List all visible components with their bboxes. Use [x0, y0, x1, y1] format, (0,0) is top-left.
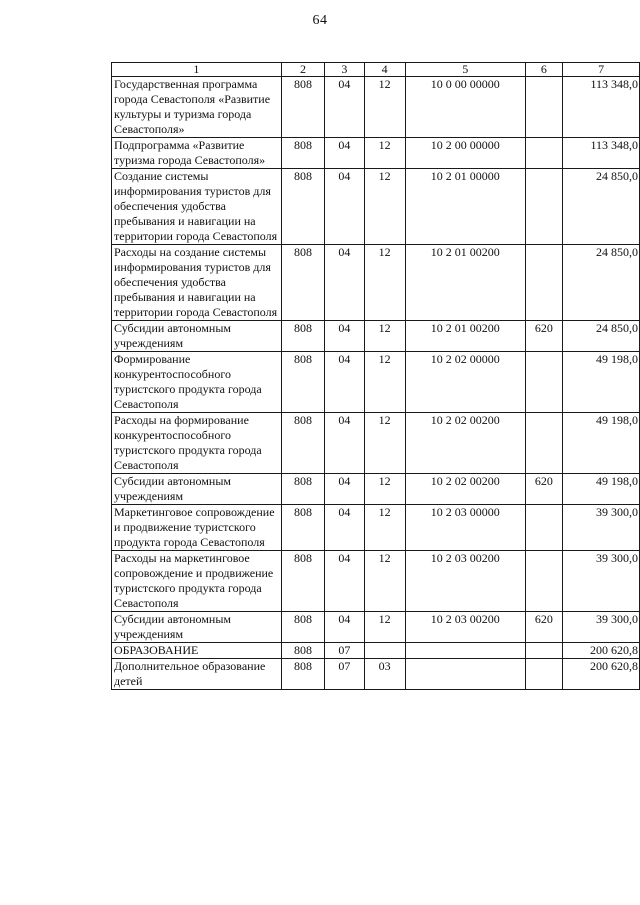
row-section-cell: 04	[325, 413, 364, 474]
row-name-cell: Субсидии автономным учреждениям	[112, 612, 282, 643]
row-grbs-cell: 808	[281, 245, 324, 321]
row-target-article-cell: 10 2 03 00200	[405, 612, 525, 643]
row-target-article-cell: 10 0 00 00000	[405, 77, 525, 138]
row-target-article-cell	[405, 643, 525, 659]
row-section-cell: 07	[325, 643, 364, 659]
table-row	[112, 643, 640, 659]
row-target-article-cell: 10 2 00 00000	[405, 138, 525, 169]
row-subsection-cell	[364, 643, 405, 659]
row-target-article-cell: 10 2 03 00000	[405, 505, 525, 551]
row-section-cell: 04	[325, 321, 364, 352]
table-row	[112, 413, 640, 474]
row-expense-type-cell	[525, 413, 563, 474]
table-header-row	[112, 63, 640, 77]
row-name-cell: Подпрограмма «Развитие туризма города Севастополя»	[112, 138, 282, 169]
row-grbs-cell: 808	[281, 474, 324, 505]
table-row	[112, 551, 640, 612]
row-expense-type-cell	[525, 169, 563, 245]
column-number-2: 2	[281, 63, 324, 77]
row-name-cell: Формирование конкурентоспособного туристского продукта города Севастополя	[112, 352, 282, 413]
row-subsection-cell: 12	[364, 169, 405, 245]
row-target-article-cell: 10 2 01 00000	[405, 169, 525, 245]
row-target-article-cell: 10 2 03 00200	[405, 551, 525, 612]
row-target-article-cell: 10 2 02 00000	[405, 352, 525, 413]
row-subsection-cell: 12	[364, 551, 405, 612]
row-subsection-cell: 12	[364, 77, 405, 138]
table-row	[112, 612, 640, 643]
row-expense-type-cell	[525, 659, 563, 690]
column-number-7: 7	[563, 63, 640, 77]
column-number-5: 5	[405, 63, 525, 77]
row-amount-cell: 113 348,0	[563, 77, 640, 138]
row-expense-type-cell	[525, 643, 563, 659]
row-section-cell: 04	[325, 245, 364, 321]
row-grbs-cell: 808	[281, 138, 324, 169]
row-section-cell: 04	[325, 352, 364, 413]
row-amount-cell: 24 850,0	[563, 321, 640, 352]
row-name-cell: Создание системы информирования туристов для обеспечения удобства пребывания и навигации на территории города Севастополя	[112, 169, 282, 245]
row-grbs-cell: 808	[281, 643, 324, 659]
row-grbs-cell: 808	[281, 352, 324, 413]
row-target-article-cell: 10 2 02 00200	[405, 474, 525, 505]
row-target-article-cell: 10 2 02 00200	[405, 413, 525, 474]
column-number-6: 6	[525, 63, 563, 77]
row-grbs-cell: 808	[281, 413, 324, 474]
row-section-cell: 04	[325, 474, 364, 505]
row-name-cell: Расходы на создание системы информирования туристов для обеспечения удобства пребывания и навигации на территории города Севастополя	[112, 245, 282, 321]
row-expense-type-cell: 620	[525, 321, 563, 352]
row-subsection-cell: 12	[364, 245, 405, 321]
row-amount-cell: 24 850,0	[563, 245, 640, 321]
row-subsection-cell: 12	[364, 321, 405, 352]
row-name-cell: Маркетинговое сопровождение и продвижение туристского продукта города Севастополя	[112, 505, 282, 551]
column-number-3: 3	[325, 63, 364, 77]
row-amount-cell: 24 850,0	[563, 169, 640, 245]
row-expense-type-cell: 620	[525, 612, 563, 643]
row-section-cell: 04	[325, 138, 364, 169]
row-section-cell: 07	[325, 659, 364, 690]
row-name-cell: Государственная программа города Севастополя «Развитие культуры и туризма города Севастополя»	[112, 77, 282, 138]
table-row	[112, 321, 640, 352]
row-section-cell: 04	[325, 551, 364, 612]
row-target-article-cell: 10 2 01 00200	[405, 245, 525, 321]
row-amount-cell: 113 348,0	[563, 138, 640, 169]
row-amount-cell: 200 620,8	[563, 659, 640, 690]
column-number-1: 1	[112, 63, 282, 77]
row-subsection-cell: 12	[364, 612, 405, 643]
row-expense-type-cell	[525, 352, 563, 413]
row-expense-type-cell	[525, 505, 563, 551]
row-expense-type-cell	[525, 245, 563, 321]
table-row	[112, 352, 640, 413]
row-section-cell: 04	[325, 505, 364, 551]
row-target-article-cell	[405, 659, 525, 690]
table-row	[112, 474, 640, 505]
row-target-article-cell: 10 2 01 00200	[405, 321, 525, 352]
row-section-cell: 04	[325, 77, 364, 138]
table-row	[112, 505, 640, 551]
row-subsection-cell: 12	[364, 352, 405, 413]
row-subsection-cell: 12	[364, 505, 405, 551]
row-subsection-cell: 03	[364, 659, 405, 690]
row-subsection-cell: 12	[364, 413, 405, 474]
column-number-4: 4	[364, 63, 405, 77]
row-amount-cell: 39 300,0	[563, 551, 640, 612]
row-expense-type-cell	[525, 551, 563, 612]
row-amount-cell: 49 198,0	[563, 352, 640, 413]
row-name-cell: ОБРАЗОВАНИЕ	[112, 643, 282, 659]
budget-table	[111, 62, 640, 690]
row-subsection-cell: 12	[364, 138, 405, 169]
row-expense-type-cell	[525, 138, 563, 169]
row-grbs-cell: 808	[281, 505, 324, 551]
row-grbs-cell: 808	[281, 659, 324, 690]
row-amount-cell: 49 198,0	[563, 413, 640, 474]
row-expense-type-cell	[525, 77, 563, 138]
table-row	[112, 77, 640, 138]
table-row	[112, 169, 640, 245]
table-row	[112, 138, 640, 169]
row-grbs-cell: 808	[281, 169, 324, 245]
row-name-cell: Расходы на маркетинговое сопровождение и продвижение туристского продукта города Севастополя	[112, 551, 282, 612]
row-name-cell: Субсидии автономным учреждениям	[112, 321, 282, 352]
row-grbs-cell: 808	[281, 77, 324, 138]
table-row	[112, 659, 640, 690]
row-grbs-cell: 808	[281, 551, 324, 612]
row-name-cell: Субсидии автономным учреждениям	[112, 474, 282, 505]
row-amount-cell: 200 620,8	[563, 643, 640, 659]
row-name-cell: Расходы на формирование конкурентоспособного туристского продукта города Севастополя	[112, 413, 282, 474]
table-row	[112, 245, 640, 321]
page-number: 64	[312, 13, 328, 28]
row-grbs-cell: 808	[281, 612, 324, 643]
row-section-cell: 04	[325, 612, 364, 643]
row-subsection-cell: 12	[364, 474, 405, 505]
row-expense-type-cell: 620	[525, 474, 563, 505]
row-amount-cell: 49 198,0	[563, 474, 640, 505]
row-grbs-cell: 808	[281, 321, 324, 352]
row-section-cell: 04	[325, 169, 364, 245]
row-amount-cell: 39 300,0	[563, 612, 640, 643]
row-amount-cell: 39 300,0	[563, 505, 640, 551]
row-name-cell: Дополнительное образование детей	[112, 659, 282, 690]
